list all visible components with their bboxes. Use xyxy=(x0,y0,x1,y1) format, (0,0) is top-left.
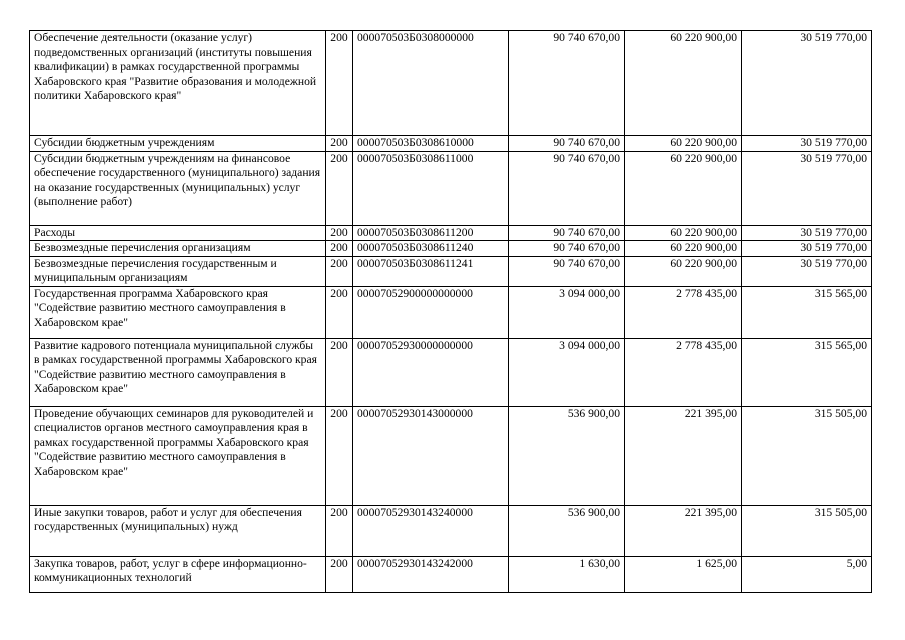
row-value-3: 315 565,00 xyxy=(742,286,872,338)
row-name: Проведение обучающих семинаров для руководителей и специалистов органов местного самоуправления края в рамках государственной программы Хабаровского края "Содействие развитию местного самоуправления в Хабаровском крае" xyxy=(30,406,326,505)
row-value-3: 315 505,00 xyxy=(742,505,872,556)
row-code: 200 xyxy=(326,338,353,406)
row-value-3: 315 505,00 xyxy=(742,406,872,505)
row-value-2: 1 625,00 xyxy=(625,556,742,592)
table-row xyxy=(30,256,872,286)
row-value-1: 90 740 670,00 xyxy=(509,241,625,257)
row-value-1: 536 900,00 xyxy=(509,406,625,505)
row-target-article: 00007052900000000000 xyxy=(353,286,509,338)
row-value-1: 90 740 670,00 xyxy=(509,151,625,225)
row-value-1: 3 094 000,00 xyxy=(509,338,625,406)
row-value-2: 60 220 900,00 xyxy=(625,256,742,286)
row-value-3: 30 519 770,00 xyxy=(742,151,872,225)
row-value-3: 5,00 xyxy=(742,556,872,592)
row-value-2: 60 220 900,00 xyxy=(625,136,742,152)
row-name: Субсидии бюджетным учреждениям на финансовое обеспечение государственного (муниципального) задания на оказание государственных (муниципальных) услуг (выполнение работ) xyxy=(30,151,326,225)
row-value-2: 60 220 900,00 xyxy=(625,151,742,225)
row-value-1: 3 094 000,00 xyxy=(509,286,625,338)
row-target-article: 00007052930143000000 xyxy=(353,406,509,505)
row-value-2: 60 220 900,00 xyxy=(625,225,742,241)
table-row xyxy=(30,136,872,152)
row-target-article: 000070503Б0308611200 xyxy=(353,225,509,241)
row-target-article: 000070503Б0308610000 xyxy=(353,136,509,152)
row-value-1: 90 740 670,00 xyxy=(509,136,625,152)
row-name: Иные закупки товаров, работ и услуг для обеспечения государственных (муниципальных) нужд xyxy=(30,505,326,556)
row-value-2: 221 395,00 xyxy=(625,406,742,505)
row-value-1: 536 900,00 xyxy=(509,505,625,556)
row-name: Субсидии бюджетным учреждениям xyxy=(30,136,326,152)
row-value-2: 60 220 900,00 xyxy=(625,241,742,257)
table-row xyxy=(30,286,872,338)
table-row xyxy=(30,505,872,556)
budget-table xyxy=(29,30,872,593)
row-code: 200 xyxy=(326,241,353,257)
row-code: 200 xyxy=(326,556,353,592)
row-value-3: 30 519 770,00 xyxy=(742,31,872,136)
row-name: Государственная программа Хабаровского края "Содействие развитию местного самоуправления в Хабаровском крае" xyxy=(30,286,326,338)
table-row xyxy=(30,151,872,225)
row-value-3: 315 565,00 xyxy=(742,338,872,406)
row-name: Закупка товаров, работ, услуг в сфере информационно-коммуникационных технологий xyxy=(30,556,326,592)
row-name: Развитие кадрового потенциала муниципальной службы в рамках государственной программы Хабаровского края "Содействие развитию местного самоуправления в Хабаровском крае" xyxy=(30,338,326,406)
row-value-1: 90 740 670,00 xyxy=(509,31,625,136)
table-row xyxy=(30,338,872,406)
row-target-article: 00007052930143240000 xyxy=(353,505,509,556)
row-target-article: 000070503Б0308611240 xyxy=(353,241,509,257)
row-target-article: 00007052930000000000 xyxy=(353,338,509,406)
row-value-1: 90 740 670,00 xyxy=(509,225,625,241)
row-value-1: 1 630,00 xyxy=(509,556,625,592)
row-value-2: 221 395,00 xyxy=(625,505,742,556)
row-code: 200 xyxy=(326,256,353,286)
row-name: Безвозмездные перечисления государственным и муниципальным организациям xyxy=(30,256,326,286)
table-row xyxy=(30,225,872,241)
row-target-article: 00007052930143242000 xyxy=(353,556,509,592)
table-row xyxy=(30,31,872,136)
row-code: 200 xyxy=(326,406,353,505)
row-value-2: 2 778 435,00 xyxy=(625,286,742,338)
row-code: 200 xyxy=(326,286,353,338)
row-value-3: 30 519 770,00 xyxy=(742,256,872,286)
row-name: Обеспечение деятельности (оказание услуг) подведомственных организаций (институты повышения квалификации) в рамках государственной программы Хабаровского края "Развитие образования и молодежной политики Хабаровского края" xyxy=(30,31,326,136)
row-value-1: 90 740 670,00 xyxy=(509,256,625,286)
row-value-2: 60 220 900,00 xyxy=(625,31,742,136)
row-name: Безвозмездные перечисления организациям xyxy=(30,241,326,257)
row-value-3: 30 519 770,00 xyxy=(742,241,872,257)
row-value-2: 2 778 435,00 xyxy=(625,338,742,406)
row-value-3: 30 519 770,00 xyxy=(742,225,872,241)
row-code: 200 xyxy=(326,136,353,152)
table-row xyxy=(30,406,872,505)
row-target-article: 000070503Б0308611000 xyxy=(353,151,509,225)
row-code: 200 xyxy=(326,151,353,225)
row-code: 200 xyxy=(326,31,353,136)
row-code: 200 xyxy=(326,505,353,556)
table-row xyxy=(30,556,872,592)
row-target-article: 000070503Б0308611241 xyxy=(353,256,509,286)
table-row xyxy=(30,241,872,257)
row-name: Расходы xyxy=(30,225,326,241)
row-value-3: 30 519 770,00 xyxy=(742,136,872,152)
row-target-article: 000070503Б0308000000 xyxy=(353,31,509,136)
row-code: 200 xyxy=(326,225,353,241)
